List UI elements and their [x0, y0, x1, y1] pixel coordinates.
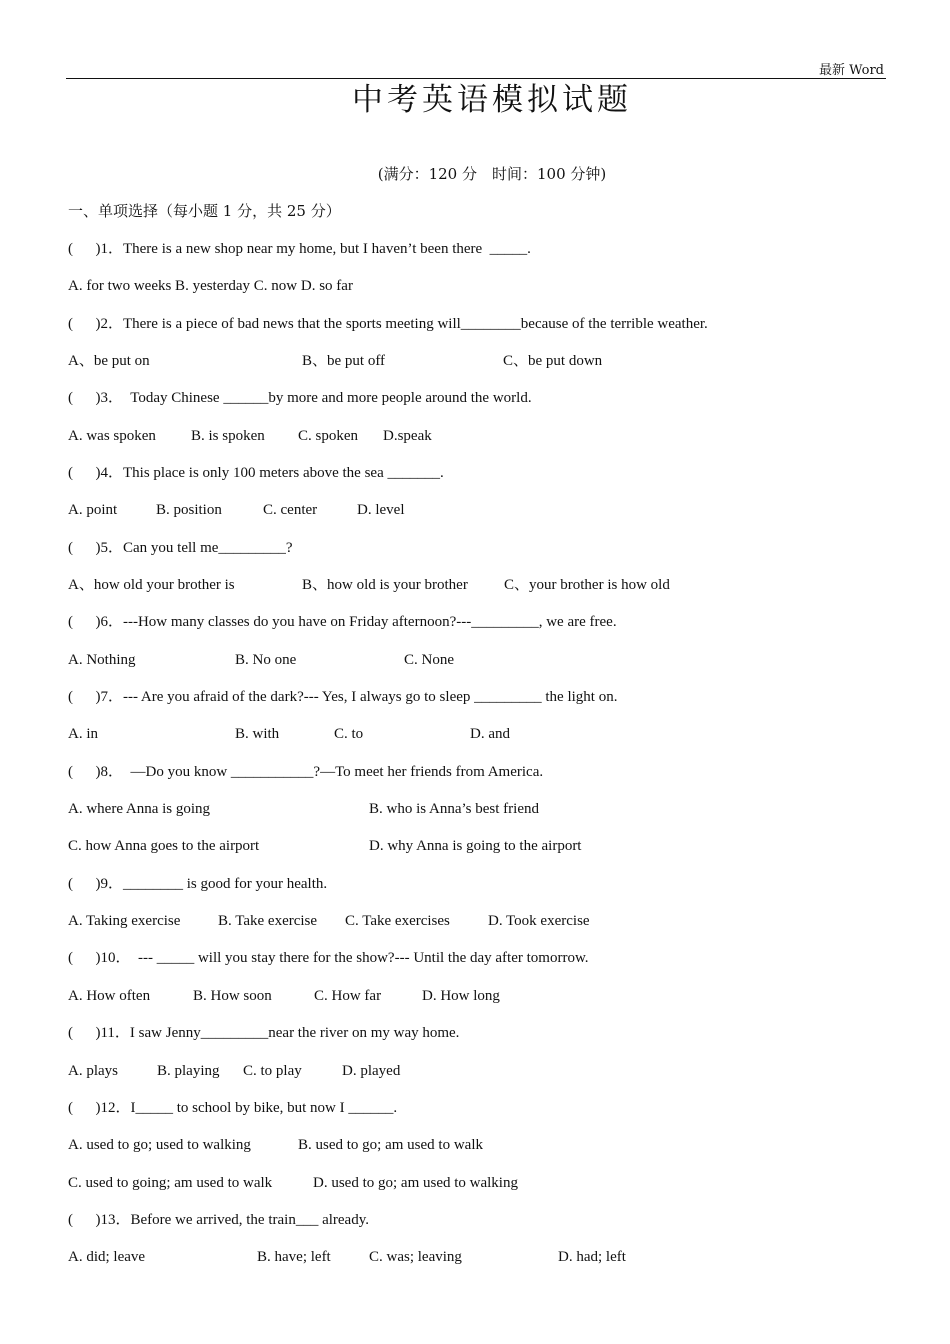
question-11-stem: ( )11．I saw Jenny_________near the river on my way home.: [68, 1025, 460, 1041]
question-2-stem: ( )2．There is a piece of bad news that the sports meeting will________because of the terrible weather.: [68, 316, 708, 332]
question-3-option-b: B. is spoken: [191, 428, 265, 444]
question-8-option-d: D. why Anna is going to the airport: [369, 838, 582, 854]
question-6-stem: ( )6．---How many classes do you have on Friday afternoon?---_________, we are free.: [68, 614, 617, 630]
question-10-option-a: A. How often: [68, 988, 151, 1004]
question-11-option-a: A. plays: [68, 1063, 118, 1079]
question-1-stem: ( )1．There is a new shop near my home, but I haven’t been there _____.: [68, 241, 531, 257]
question-10-option-b: B. How soon: [193, 988, 272, 1004]
question-13-option-b: B. have; left: [257, 1249, 331, 1265]
question-6-option-c: C. None: [404, 652, 454, 668]
question-4-stem: ( )4．This place is only 100 meters above the sea _______.: [68, 465, 444, 481]
question-2-option-b: B、be put off: [302, 353, 386, 369]
question-3-option-c: C. spoken: [298, 428, 358, 444]
question-8-stem: ( )8． —Do you know ___________?—To meet her friends from America.: [68, 764, 544, 780]
question-1-options: A. for two weeks B. yesterday C. now D. so far: [68, 278, 353, 294]
question-6-option-a: A. Nothing: [68, 652, 136, 668]
page-subtitle: (满分：120 分 时间：100 分钟): [377, 165, 607, 183]
question-13-option-a: A. did; leave: [68, 1249, 146, 1265]
question-3-stem: ( )3． Today Chinese ______by more and more people around the world.: [68, 390, 532, 406]
question-9-stem: ( )9．________ is good for your health.: [68, 876, 328, 892]
question-13-option-d: D. had; left: [558, 1249, 626, 1265]
question-13-option-c: C. was; leaving: [369, 1249, 462, 1265]
question-10-option-c: C. How far: [314, 988, 382, 1004]
question-4-option-a: A. point: [68, 502, 118, 518]
question-11-option-b: B. playing: [157, 1063, 220, 1079]
header-label: 最新 Word: [819, 63, 884, 78]
question-7-option-c: C. to: [334, 726, 364, 742]
question-10-stem: ( )10． --- _____ will you stay there for the show?--- Until the day after tomorrow.: [68, 950, 589, 966]
question-7-option-a: A. in: [68, 726, 98, 742]
question-9-option-b: B. Take exercise: [218, 913, 318, 929]
question-12-option-b: B. used to go; am used to walk: [298, 1137, 483, 1153]
question-4-option-d: D. level: [357, 502, 405, 518]
question-12-option-d: D. used to go; am used to walking: [313, 1175, 518, 1191]
section-heading: 一、单项选择（每小题 1 分，共 25 分）: [68, 202, 341, 220]
question-2-option-c: C、be put down: [503, 353, 603, 369]
question-13-stem: ( )13．Before we arrived, the train___ already.: [68, 1212, 369, 1228]
header-rule: [66, 78, 886, 79]
question-8-option-c: C. how Anna goes to the airport: [68, 838, 260, 854]
question-5-option-a: A、how old your brother is: [68, 577, 235, 593]
question-12-stem: ( )12．I_____ to school by bike, but now I ______.: [68, 1100, 398, 1116]
question-3-option-a: A. was spoken: [68, 428, 156, 444]
question-11-option-c: C. to play: [243, 1063, 302, 1079]
question-9-option-d: D. Took exercise: [488, 913, 590, 929]
question-7-option-d: D. and: [470, 726, 510, 742]
question-8-option-b: B. who is Anna’s best friend: [369, 801, 539, 817]
question-2-option-a: A、be put on: [68, 353, 150, 369]
question-12-option-c: C. used to going; am used to walk: [68, 1175, 273, 1191]
question-5-option-c: C、your brother is how old: [504, 577, 670, 593]
question-12-option-a: A. used to go; used to walking: [68, 1137, 251, 1153]
page-title: 中考英语模拟试题: [352, 82, 632, 118]
question-7-option-b: B. with: [235, 726, 280, 742]
question-5-option-b: B、how old is your brother: [302, 577, 468, 593]
question-9-option-a: A. Taking exercise: [68, 913, 181, 929]
question-4-option-c: C. center: [263, 502, 318, 518]
question-4-option-b: B. position: [156, 502, 222, 518]
question-10-option-d: D. How long: [422, 988, 500, 1004]
question-8-option-a: A. where Anna is going: [68, 801, 211, 817]
question-5-stem: ( )5．Can you tell me_________?: [68, 540, 293, 556]
question-6-option-b: B. No one: [235, 652, 297, 668]
question-9-option-c: C. Take exercises: [345, 913, 450, 929]
question-7-stem: ( )7．--- Are you afraid of the dark?--- Yes, I always go to sleep _________ the light on.: [68, 689, 618, 705]
question-11-option-d: D. played: [342, 1063, 401, 1079]
question-3-option-d: D.speak: [383, 428, 432, 444]
